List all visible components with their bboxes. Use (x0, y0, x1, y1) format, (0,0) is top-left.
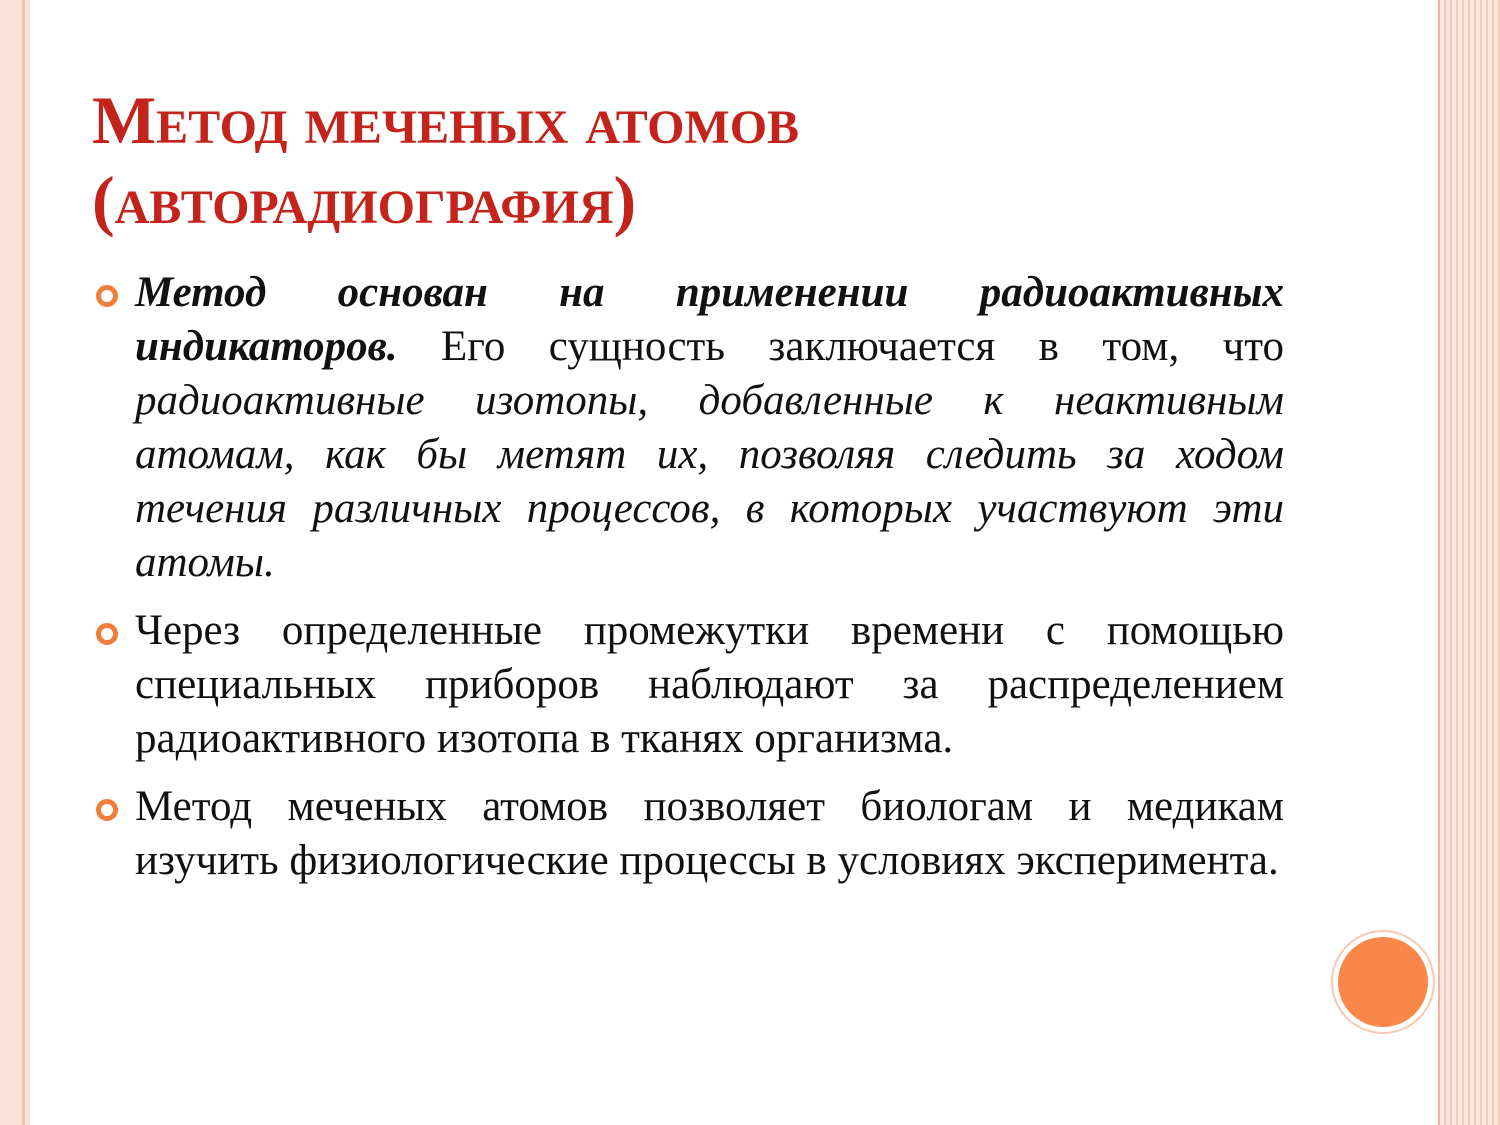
bullet-item-2 (92, 604, 1284, 766)
left-frame-stripe (0, 0, 30, 1125)
left-frame-line (22, 0, 25, 1125)
bullet-1-italic-text: радиоактивные изотопы, добавленные к неактивным атомам, как бы метят их, позволяя следить за ходом течения различных процессов, в которых участвуют эти атомы. (135, 377, 1284, 586)
bullet-2-text: Через определенные промежутки времени с помощью специальных приборов наблюдают за распределением радиоактивного изотопа в тканях организма. (135, 607, 1284, 762)
title-line-1: Метод меченых атомов (92, 82, 800, 158)
bullet-circle-icon (96, 623, 118, 645)
slide-body (92, 266, 1284, 902)
decorative-circle-icon (1338, 937, 1428, 1027)
bullet-item-1 (92, 266, 1284, 590)
bullet-item-3 (92, 780, 1284, 888)
bullet-1-regular-text: Его сущность заключается в том, что (397, 323, 1284, 370)
slide-title (92, 80, 1312, 240)
bullet-3-text: Метод меченых атомов позволяет биологам и медикам изучить физиологические процессы в условиях эксперимента. (135, 783, 1284, 884)
title-line-2: (авторадиография) (92, 162, 637, 238)
bullet-circle-icon (96, 799, 118, 821)
bullet-circle-icon (96, 285, 118, 307)
right-frame-stripes (1440, 0, 1500, 1125)
bullet-1-bold-italic-text: Метод основан на применении радиоактивных индикаторов. (135, 269, 1284, 370)
